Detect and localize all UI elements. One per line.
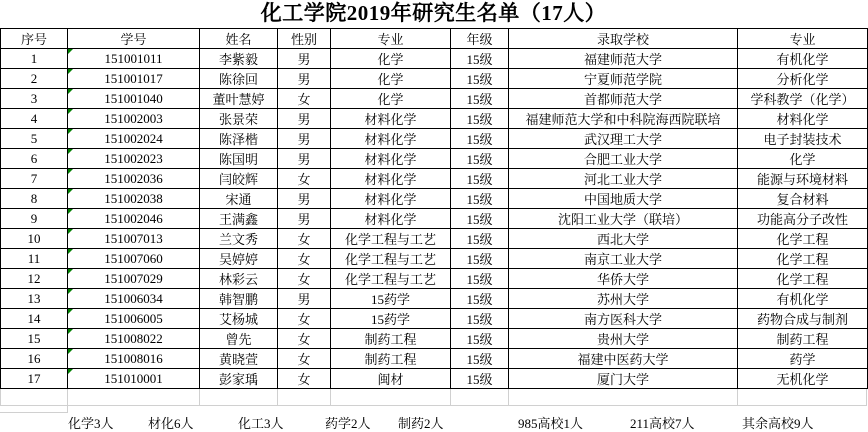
green-corner-flag-icon: [68, 349, 73, 354]
gender-cell[interactable]: 女: [278, 309, 331, 329]
name-cell[interactable]: 艾杨城: [200, 309, 278, 329]
gender-cell[interactable]: 女: [278, 169, 331, 189]
gender-cell[interactable]: 男: [278, 109, 331, 129]
table-row: [1, 149, 868, 169]
student-id-cell[interactable]: 151002023: [68, 149, 200, 169]
grade-cell[interactable]: 15级: [451, 269, 509, 289]
index-cell[interactable]: 15: [1, 329, 68, 349]
grade-cell[interactable]: 15级: [451, 329, 509, 349]
major-cell[interactable]: 材料化学: [331, 169, 451, 189]
gridline: [737, 389, 738, 405]
green-corner-flag-icon: [68, 249, 73, 254]
grade-cell[interactable]: 15级: [451, 69, 509, 89]
grade-cell[interactable]: 15级: [451, 369, 509, 389]
school-cell[interactable]: 西北大学: [509, 229, 738, 249]
green-corner-flag-icon: [68, 69, 73, 74]
index-cell[interactable]: 8: [1, 189, 68, 209]
roster-table: [0, 28, 868, 389]
gender-cell[interactable]: 女: [278, 249, 331, 269]
green-corner-flag-icon: [68, 89, 73, 94]
name-cell[interactable]: 王满鑫: [200, 209, 278, 229]
gender-cell[interactable]: 男: [278, 129, 331, 149]
student-id-cell[interactable]: 151002038: [68, 189, 200, 209]
student-id-cell[interactable]: 151001011: [68, 49, 200, 69]
school-header[interactable]: 录取学校: [509, 29, 738, 49]
grade-cell[interactable]: 15级: [451, 209, 509, 229]
school-cell[interactable]: 南方医科大学: [509, 309, 738, 329]
student-id-cell[interactable]: 151007029: [68, 269, 200, 289]
name-header[interactable]: 姓名: [200, 29, 278, 49]
gender-cell[interactable]: 男: [278, 69, 331, 89]
student-id-cell[interactable]: 151008022: [68, 329, 200, 349]
green-corner-flag-icon: [68, 229, 73, 234]
admitted-major-cell[interactable]: 电子封装技术: [738, 129, 868, 149]
major-header[interactable]: 专业: [331, 29, 451, 49]
major-cell[interactable]: 化学工程与工艺: [331, 229, 451, 249]
grade-cell[interactable]: 15级: [451, 349, 509, 369]
green-corner-flag-icon: [68, 129, 73, 134]
table-row: [1, 169, 868, 189]
student-id-cell[interactable]: 151001040: [68, 89, 200, 109]
admitted-major-cell[interactable]: 化学工程: [738, 269, 868, 289]
summary-row: [0, 406, 867, 429]
name-cell[interactable]: 闫皎辉: [200, 169, 278, 189]
grade-cell[interactable]: 15级: [451, 129, 509, 149]
school-cell[interactable]: 武汉理工大学: [509, 129, 738, 149]
gridline: [199, 389, 200, 405]
admitted-major-cell[interactable]: 化学工程: [738, 229, 868, 249]
gender-cell[interactable]: 女: [278, 349, 331, 369]
index-cell[interactable]: 11: [1, 249, 68, 269]
green-corner-flag-icon: [68, 269, 73, 274]
summary-item-pharma-eng: 制药2人: [398, 416, 444, 431]
index-cell[interactable]: 9: [1, 209, 68, 229]
table-row: [1, 309, 868, 329]
student-id-cell[interactable]: 151008016: [68, 349, 200, 369]
grade-header[interactable]: 年级: [451, 29, 509, 49]
index-header[interactable]: 序号: [1, 29, 68, 49]
name-cell[interactable]: 林彩云: [200, 269, 278, 289]
school-cell[interactable]: 福建中医药大学: [509, 349, 738, 369]
admitted-major-cell[interactable]: 学科教学（化学）: [738, 89, 868, 109]
major-cell[interactable]: 材料化学: [331, 189, 451, 209]
name-cell[interactable]: 董叶慧婷: [200, 89, 278, 109]
major-cell[interactable]: 材料化学: [331, 149, 451, 169]
school-cell[interactable]: 沈阳工业大学（联培）: [509, 209, 738, 229]
school-cell[interactable]: 宁夏师范学院: [509, 69, 738, 89]
green-corner-flag-icon: [68, 369, 73, 374]
grade-cell[interactable]: 15级: [451, 289, 509, 309]
summary-item-material-chem: 材化6人: [148, 416, 194, 431]
admitted-major-cell[interactable]: 药学: [738, 349, 868, 369]
name-cell[interactable]: 陈徐回: [200, 69, 278, 89]
grade-cell[interactable]: 15级: [451, 249, 509, 269]
gridline: [67, 389, 68, 405]
school-cell[interactable]: 贵州大学: [509, 329, 738, 349]
index-cell[interactable]: 2: [1, 69, 68, 89]
gridline: [508, 389, 509, 405]
student-id-cell[interactable]: 151002003: [68, 109, 200, 129]
major-cell[interactable]: 材料化学: [331, 109, 451, 129]
name-cell[interactable]: 李紫毅: [200, 49, 278, 69]
school-cell[interactable]: 南京工业大学: [509, 249, 738, 269]
school-cell[interactable]: 河北工业大学: [509, 169, 738, 189]
index-cell[interactable]: 14: [1, 309, 68, 329]
major-cell[interactable]: 化学: [331, 89, 451, 109]
table-row: [1, 109, 868, 129]
name-cell[interactable]: 张景荣: [200, 109, 278, 129]
student-id-header[interactable]: 学号: [68, 29, 200, 49]
gridline: [277, 389, 278, 405]
admitted-major-cell[interactable]: 化学: [738, 149, 868, 169]
gender-cell[interactable]: 男: [278, 209, 331, 229]
name-cell[interactable]: 兰文秀: [200, 229, 278, 249]
index-cell[interactable]: 17: [1, 369, 68, 389]
major-cell[interactable]: 材料化学: [331, 209, 451, 229]
green-corner-flag-icon: [68, 189, 73, 194]
admitted-major-cell[interactable]: 无机化学: [738, 369, 868, 389]
green-corner-flag-icon: [68, 149, 73, 154]
school-cell[interactable]: 中国地质大学: [509, 189, 738, 209]
admitted-major-cell[interactable]: 材料化学: [738, 109, 868, 129]
student-id-cell[interactable]: 151010001: [68, 369, 200, 389]
name-cell[interactable]: 吴婷婷: [200, 249, 278, 269]
student-id-cell[interactable]: 151002036: [68, 169, 200, 189]
grade-cell[interactable]: 15级: [451, 49, 509, 69]
student-id-cell[interactable]: 151001017: [68, 69, 200, 89]
green-corner-flag-icon: [68, 49, 73, 54]
index-cell[interactable]: 3: [1, 89, 68, 109]
summary-item-other-schools: 其余高校9人: [742, 416, 814, 431]
grade-cell[interactable]: 15级: [451, 89, 509, 109]
student-id-cell[interactable]: 151007060: [68, 249, 200, 269]
admitted-major-cell[interactable]: 药物合成与制剂: [738, 309, 868, 329]
index-cell[interactable]: 6: [1, 149, 68, 169]
grade-cell[interactable]: 15级: [451, 149, 509, 169]
major-cell[interactable]: 15药学: [331, 289, 451, 309]
green-corner-flag-icon: [68, 329, 73, 334]
name-cell[interactable]: 黄晓萱: [200, 349, 278, 369]
index-cell[interactable]: 13: [1, 289, 68, 309]
major-cell[interactable]: 15药学: [331, 309, 451, 329]
grade-cell[interactable]: 15级: [451, 169, 509, 189]
summary-item-211-schools: 211高校7人: [630, 416, 695, 431]
name-cell[interactable]: 曾先: [200, 329, 278, 349]
gridline-strip: [0, 389, 867, 406]
green-corner-flag-icon: [68, 289, 73, 294]
index-cell[interactable]: 16: [1, 349, 68, 369]
gender-cell[interactable]: 女: [278, 369, 331, 389]
gender-cell[interactable]: 女: [278, 89, 331, 109]
header-row: [1, 29, 868, 49]
gridline: [866, 389, 867, 405]
name-cell[interactable]: 陈国明: [200, 149, 278, 169]
gender-cell[interactable]: 女: [278, 329, 331, 349]
school-cell[interactable]: 首都师范大学: [509, 89, 738, 109]
student-id-cell[interactable]: 151007013: [68, 229, 200, 249]
table-row: [1, 289, 868, 309]
admitted-major-cell[interactable]: 有机化学: [738, 49, 868, 69]
summary-item-chemistry: 化学3人: [68, 416, 114, 431]
student-id-cell[interactable]: 151002024: [68, 129, 200, 149]
name-cell[interactable]: 陈泽楷: [200, 129, 278, 149]
green-corner-flag-icon: [68, 209, 73, 214]
grade-cell[interactable]: 15级: [451, 309, 509, 329]
table-row: [1, 209, 868, 229]
index-cell[interactable]: 5: [1, 129, 68, 149]
table-row: [1, 349, 868, 369]
school-cell[interactable]: 厦门大学: [509, 369, 738, 389]
major-cell[interactable]: 制药工程: [331, 349, 451, 369]
major-cell[interactable]: 制药工程: [331, 329, 451, 349]
student-id-cell[interactable]: 151002046: [68, 209, 200, 229]
school-cell[interactable]: 福建师范大学: [509, 49, 738, 69]
admitted-major-cell[interactable]: 能源与环境材料: [738, 169, 868, 189]
admitted-major-cell[interactable]: 功能高分子改性: [738, 209, 868, 229]
table-row: [1, 189, 868, 209]
gridline: [450, 389, 451, 405]
major-cell[interactable]: 化学工程与工艺: [331, 269, 451, 289]
table-row: [1, 369, 868, 389]
student-id-cell[interactable]: 151006034: [68, 289, 200, 309]
admitted-major-cell[interactable]: 有机化学: [738, 289, 868, 309]
gender-cell[interactable]: 男: [278, 289, 331, 309]
major-cell[interactable]: 材料化学: [331, 129, 451, 149]
gender-header[interactable]: 性别: [278, 29, 331, 49]
index-cell[interactable]: 7: [1, 169, 68, 189]
green-corner-flag-icon: [68, 309, 73, 314]
table-row: [1, 229, 868, 249]
name-cell[interactable]: 彭家瑀: [200, 369, 278, 389]
table-row: [1, 329, 868, 349]
grade-cell[interactable]: 15级: [451, 229, 509, 249]
major-cell[interactable]: 化学: [331, 69, 451, 89]
school-cell[interactable]: 苏州大学: [509, 289, 738, 309]
index-cell[interactable]: 12: [1, 269, 68, 289]
index-cell[interactable]: 1: [1, 49, 68, 69]
table-row: [1, 69, 868, 89]
gender-cell[interactable]: 男: [278, 189, 331, 209]
summary-item-chem-eng: 化工3人: [238, 416, 284, 431]
admitted-major-cell[interactable]: 复合材料: [738, 189, 868, 209]
summary-item-985-schools: 985高校1人: [518, 416, 584, 431]
name-cell[interactable]: 宋通: [200, 189, 278, 209]
gender-cell[interactable]: 女: [278, 229, 331, 249]
table-row: [1, 129, 868, 149]
index-cell[interactable]: 4: [1, 109, 68, 129]
gender-cell[interactable]: 女: [278, 269, 331, 289]
table-row: [1, 269, 868, 289]
gridline: [330, 389, 331, 405]
major-cell[interactable]: 化学工程与工艺: [331, 249, 451, 269]
admitted-major-header[interactable]: 专业: [738, 29, 868, 49]
school-cell[interactable]: 合肥工业大学: [509, 149, 738, 169]
green-corner-flag-icon: [68, 109, 73, 114]
major-cell[interactable]: 化学: [331, 49, 451, 69]
table-row: [1, 249, 868, 269]
table-row: [1, 49, 868, 69]
admitted-major-cell[interactable]: 制药工程: [738, 329, 868, 349]
grade-cell[interactable]: 15级: [451, 189, 509, 209]
admitted-major-cell[interactable]: 化学工程: [738, 249, 868, 269]
gridline: [0, 389, 1, 405]
name-cell[interactable]: 韩智鹏: [200, 289, 278, 309]
school-cell[interactable]: 福建师范大学和中科院海西院联培: [509, 109, 738, 129]
major-cell[interactable]: 闽材: [331, 369, 451, 389]
table-body: [1, 49, 868, 389]
summary-item-pharmacy: 药学2人: [325, 416, 371, 431]
admitted-major-cell[interactable]: 分析化学: [738, 69, 868, 89]
school-cell[interactable]: 华侨大学: [509, 269, 738, 289]
student-id-cell[interactable]: 151006005: [68, 309, 200, 329]
grade-cell[interactable]: 15级: [451, 109, 509, 129]
index-cell[interactable]: 10: [1, 229, 68, 249]
gridline: [0, 412, 68, 413]
gender-cell[interactable]: 男: [278, 149, 331, 169]
page-title: 化工学院2019年研究生名单（17人）: [260, 1, 607, 25]
gender-cell[interactable]: 男: [278, 49, 331, 69]
table-row: [1, 89, 868, 109]
green-corner-flag-icon: [68, 169, 73, 174]
